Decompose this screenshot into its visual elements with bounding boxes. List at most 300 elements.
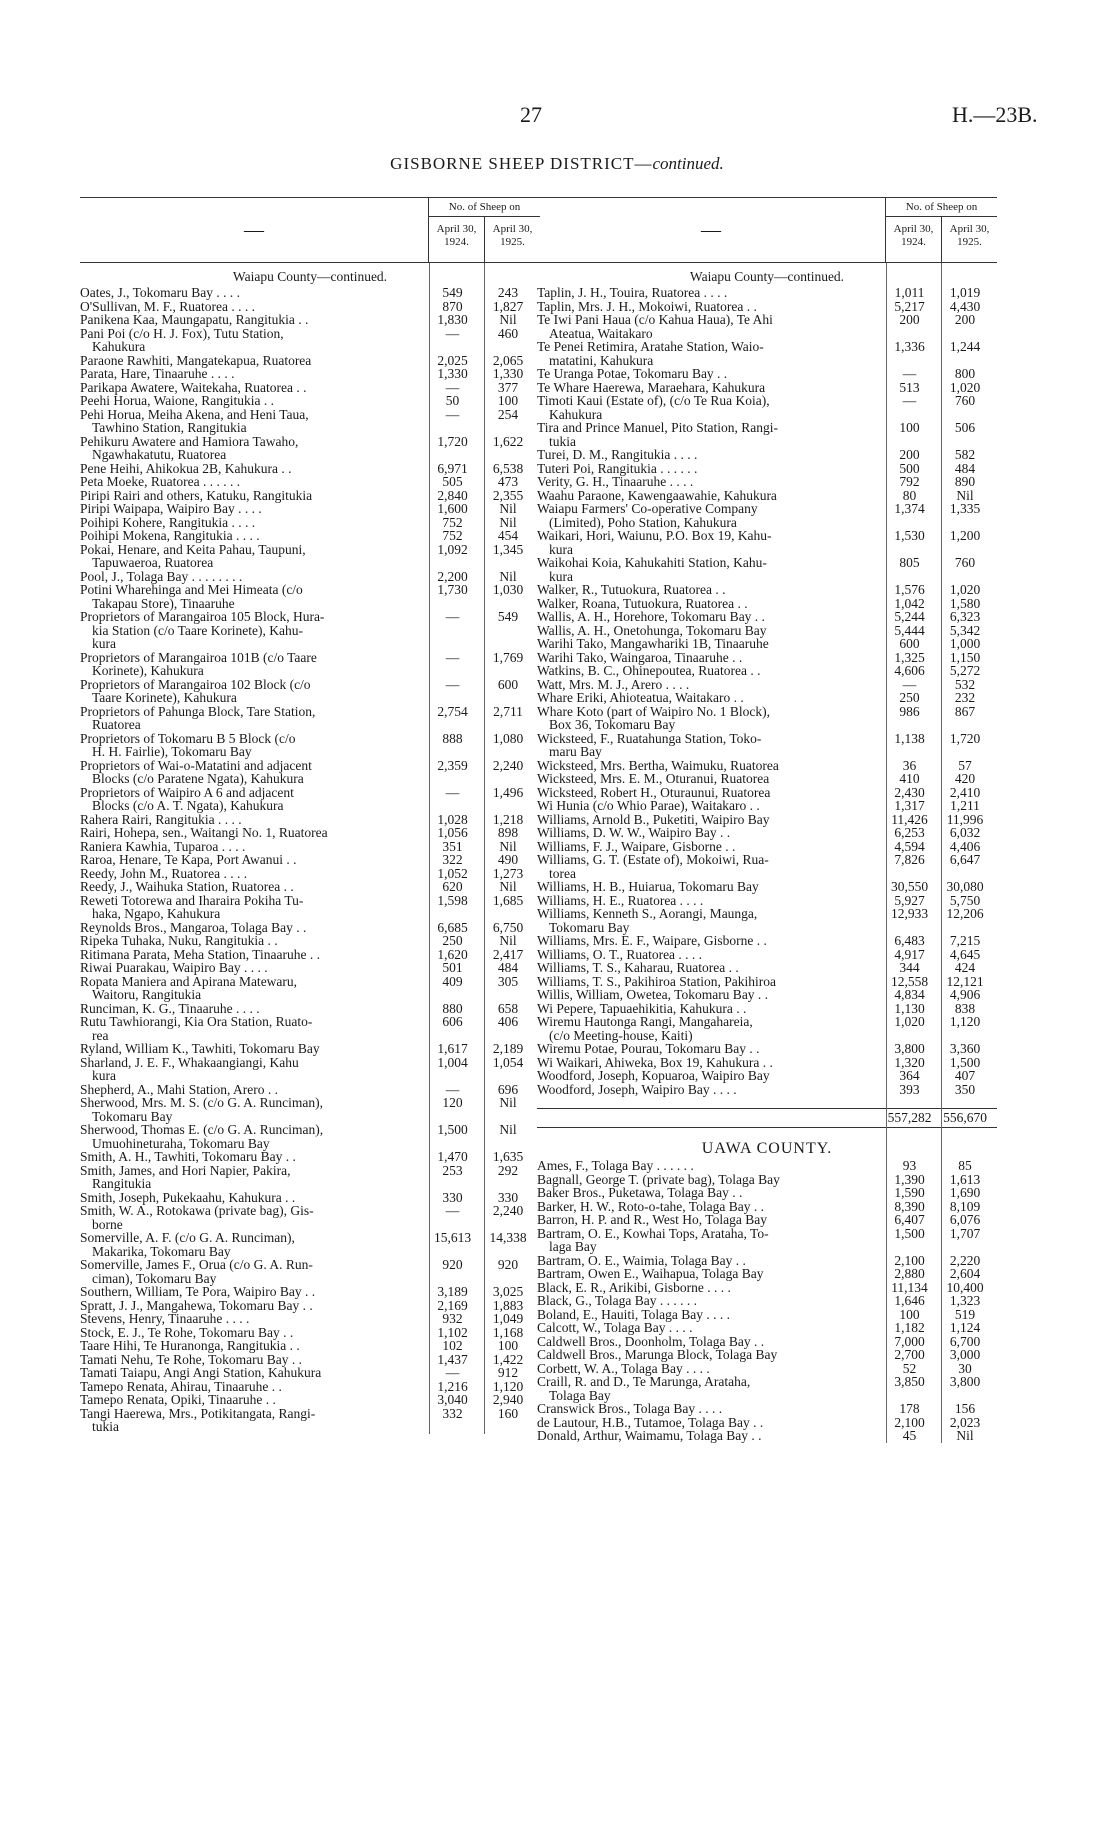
- sheep-1924: 253: [442, 1162, 463, 1178]
- row-name: Caldwell Bros., Doonholm, Tolaga Bay . .: [537, 1333, 765, 1349]
- row-name: Rutu Tawhiorangi, Kia Ora Station, Ruato- rea: [80, 1015, 425, 1042]
- sheep-1925: 3,360: [949, 1041, 981, 1056]
- sheep-1925: 1,613: [949, 1171, 981, 1187]
- row-name: Wi Waikari, Ahiweka, Box 19, Kahukura . .: [537, 1054, 773, 1070]
- sheep-1924: 1,830: [437, 312, 468, 327]
- row-name: Smith, W. A., Rotokawa (private bag), Gis- borne: [80, 1204, 425, 1231]
- sheep-1924: 1,056: [437, 825, 468, 840]
- table-row: [537, 286, 997, 300]
- sheep-1924: 1,437: [437, 1351, 468, 1367]
- row-name-continued: haka, Ngapo, Kahukura: [92, 906, 221, 921]
- sheep-1924: 1,011: [894, 285, 925, 300]
- sheep-1924: 500: [899, 460, 920, 476]
- sheep-1924: 8,390: [894, 1198, 925, 1214]
- row-name-continued: (Limited), Poho Station, Kahukura: [549, 514, 737, 530]
- sheep-1925: 1,200: [949, 528, 981, 543]
- table-row: [537, 421, 997, 448]
- row-name: Donald, Arthur, Waimamu, Tolaga Bay . .: [537, 1428, 762, 1443]
- sheep-1925: 30: [958, 1360, 972, 1376]
- sheep-1924: 505: [442, 474, 463, 489]
- sheep-1925: 330: [497, 1189, 519, 1205]
- sheep-1924: 1,130: [894, 1000, 925, 1016]
- sheep-1924: 12,558: [890, 973, 929, 989]
- row-name: Bagnall, George T. (private bag), Tolaga Bay: [537, 1171, 780, 1187]
- row-name: Tamati Taiapu, Angi Angi Station, Kahukura: [80, 1365, 322, 1380]
- sheep-1924: 920: [442, 1257, 463, 1272]
- table-row: [80, 529, 540, 543]
- row-name-continued: maru Bay: [549, 744, 602, 759]
- sheep-1925: 1,323: [949, 1293, 981, 1308]
- row-name: Piripi Rairi and others, Katuku, Rangitukia: [80, 487, 313, 503]
- sheep-1924: 1,470: [437, 1149, 468, 1164]
- sheep-1925: 1,690: [949, 1185, 981, 1200]
- sheep-1925: 5,272: [949, 663, 981, 678]
- sheep-1925: 292: [497, 1162, 519, 1178]
- table-row: [537, 394, 997, 421]
- row-name: Warihi Tako, Waingaroa, Tinaaruhe . .: [537, 649, 743, 665]
- sheep-1924: —: [902, 393, 917, 408]
- row-name: Tamati Nehu, Te Rohe, Tokomaru Bay . .: [80, 1351, 302, 1367]
- row-name: Cranswick Bros., Tolaga Bay . . . .: [537, 1401, 723, 1416]
- table-row: [537, 583, 997, 597]
- sheep-1924: 1,730: [437, 582, 468, 597]
- table-row: [80, 394, 540, 408]
- table-row: [80, 651, 540, 678]
- sheep-1924: —: [445, 1203, 460, 1218]
- row-name: Somerville, A. F. (c/o G. A. Runciman), Makarika, Tokomaru Bay: [80, 1231, 425, 1258]
- row-name-continued: H. H. Fairlie), Tokomaru Bay: [92, 744, 252, 759]
- row-name: Williams, F. J., Waipare, Gisborne . .: [537, 838, 736, 854]
- row-name: Sharland, J. E. F., Whakaangiangi, Kahu kura: [80, 1056, 425, 1083]
- sheep-1925: Nil: [499, 879, 517, 894]
- sheep-1924: 3,040: [437, 1392, 468, 1407]
- sheep-1924: 80: [902, 487, 917, 503]
- sheep-1924: 1,052: [437, 865, 468, 881]
- sheep-1925: 243: [497, 285, 519, 300]
- row-name: Rairi, Hohepa, sen., Waitangi No. 1, Ruatorea: [80, 825, 328, 840]
- table-row: [537, 813, 997, 827]
- sheep-1925: 2,355: [492, 487, 524, 503]
- sheep-1924: 410: [899, 771, 920, 786]
- sheep-1924: 15,613: [433, 1230, 472, 1245]
- sheep-1924: 805: [899, 555, 920, 570]
- sheep-1924: 1,020: [894, 1014, 925, 1029]
- sheep-1924: 1,530: [894, 528, 925, 543]
- sheep-1924: 7,000: [894, 1333, 925, 1349]
- sheep-1924: —: [445, 406, 460, 422]
- sheep-1924: 1,216: [437, 1378, 468, 1394]
- row-name-continued: Taare Korinete), Kahukura: [92, 690, 237, 705]
- table-row: [80, 1042, 540, 1056]
- table-row: [80, 853, 540, 867]
- row-name: Parikapa Awatere, Waitekaha, Ruatorea . .: [80, 379, 307, 395]
- table-row: [537, 556, 997, 583]
- sheep-1925: 1,020: [949, 582, 981, 597]
- row-name: Stevens, Henry, Tinaaruhe . . . .: [80, 1311, 250, 1326]
- table-row: [80, 1407, 540, 1434]
- sheep-1924: 2,025: [437, 352, 468, 368]
- table-row: [80, 1231, 540, 1258]
- sheep-1924: 102: [442, 1338, 463, 1353]
- row-name: Smith, James, and Hori Napier, Pakira, Rangitukia: [80, 1164, 425, 1191]
- table-row: [80, 1083, 540, 1097]
- sheep-1925: 519: [954, 1306, 976, 1322]
- table-row: [537, 1375, 997, 1402]
- table-row: [80, 1285, 540, 1299]
- sheep-1925: 377: [497, 379, 519, 395]
- sheep-1924: —: [445, 784, 460, 800]
- sheep-1925: 1,720: [949, 730, 981, 746]
- row-name: Runciman, K. G., Tinaaruhe . . . .: [80, 1000, 260, 1016]
- sheep-1925: 1,080: [492, 730, 524, 746]
- table-row: [80, 367, 540, 381]
- table-row: [80, 813, 540, 827]
- row-name: Ropata Maniera and Apirana Matewaru, Waitoru, Rangitukia: [80, 975, 425, 1002]
- table-row: [80, 934, 540, 948]
- sheep-1925: 1,120: [492, 1378, 524, 1394]
- sheep-1925: 600: [497, 676, 519, 692]
- sheep-1925: 473: [497, 474, 519, 489]
- row-name: Williams, H. E., Ruatorea . . . .: [537, 892, 704, 908]
- sheep-1924: 7,826: [894, 852, 925, 867]
- table-row: [537, 988, 997, 1002]
- row-name-continued: matatini, Kahukura: [549, 352, 654, 368]
- table-row: [537, 637, 997, 651]
- table-row: [537, 664, 997, 678]
- table-row: [80, 1312, 540, 1326]
- sheep-1925: 1,422: [492, 1351, 524, 1367]
- sheep-1925: 2,940: [492, 1392, 524, 1407]
- row-name-continued: Takapau Store), Tinaaruhe: [92, 595, 235, 611]
- sheep-1925: 3,800: [949, 1374, 981, 1389]
- row-name-continued: laga Bay: [549, 1239, 597, 1254]
- sheep-1924: 1,374: [894, 501, 925, 516]
- table-row: [537, 1321, 997, 1335]
- table-row: [80, 786, 540, 813]
- table-row: [537, 1402, 997, 1416]
- sheep-1925: Nil: [956, 487, 974, 503]
- row-name: Te Iwi Pani Haua (c/o Kahua Haua), Te Ahi Ateatua, Waitakaro: [537, 313, 882, 340]
- row-name-continued: Kahukura: [549, 406, 603, 422]
- table-row: [80, 516, 540, 530]
- sheep-1924: 120: [442, 1095, 463, 1110]
- table-row: [80, 462, 540, 476]
- sheep-1925: 1,049: [492, 1311, 524, 1326]
- table-row: [80, 610, 540, 651]
- sheep-1925: 1,211: [950, 798, 980, 813]
- sheep-1925: 12,121: [946, 973, 984, 989]
- sheep-1925: 920: [497, 1257, 519, 1272]
- row-name: Wallis, A. H., Onetohunga, Tokomaru Bay: [537, 622, 767, 638]
- table-row: [537, 1042, 997, 1056]
- row-name: Baker Bros., Puketawa, Tolaga Bay . .: [537, 1185, 743, 1200]
- table-row: [80, 435, 540, 462]
- sheep-1925: 4,406: [949, 838, 981, 854]
- sheep-1925: 2,220: [949, 1252, 981, 1268]
- sheep-1925: 1,150: [949, 649, 981, 665]
- table-row: [537, 448, 997, 462]
- title-continued: continued.: [652, 154, 724, 173]
- row-name: Wiremu Potae, Pourau, Tokomaru Bay . .: [537, 1041, 760, 1056]
- table-row: [80, 1393, 540, 1407]
- table-row: [537, 597, 997, 611]
- sheep-1924: 4,917: [894, 946, 925, 962]
- sheep-1925: 232: [954, 690, 976, 705]
- sheep-1924: 1,617: [437, 1041, 468, 1056]
- table-row: [80, 1339, 540, 1353]
- table-row: [537, 475, 997, 489]
- table-row: [537, 1069, 997, 1083]
- sheep-1925: 2,189: [492, 1041, 524, 1056]
- sheep-1924: 2,754: [437, 703, 468, 719]
- table-row: [80, 961, 540, 975]
- row-name: Reedy, John M., Ruatorea . . . .: [80, 865, 248, 881]
- row-name: Wi Hunia (c/o Whio Parae), Waitakaro . .: [537, 798, 760, 813]
- sheep-1924: 1,600: [437, 501, 468, 516]
- sheep-1924: 5,217: [894, 298, 925, 314]
- section-title: Waiapu County—continued.: [689, 269, 845, 284]
- row-name-continued: kura: [549, 568, 573, 584]
- table-row: [80, 354, 540, 368]
- row-name: Tira and Prince Manuel, Pito Station, Rangi- tukia: [537, 421, 882, 448]
- left-column: [80, 197, 540, 1434]
- table-row: [80, 502, 540, 516]
- row-name-continued: Tokomaru Bay: [549, 919, 630, 935]
- table-row: [80, 1015, 540, 1042]
- row-name-continued: Umuohineturaha, Tokomaru Bay: [92, 1135, 270, 1151]
- sheep-1924: 5,244: [894, 609, 925, 624]
- row-name: Tuteri Poi, Rangitukia . . . . . .: [537, 460, 698, 476]
- row-name: Raniera Kawhia, Tuparoa . . . .: [80, 838, 246, 854]
- sheep-1924: 932: [442, 1311, 463, 1326]
- table-row: [537, 1294, 997, 1308]
- sheep-1924: 1,500: [894, 1225, 925, 1241]
- sheep-1924: 344: [899, 960, 920, 975]
- sheep-1924: 1,646: [894, 1293, 925, 1308]
- sheep-1925: 1,500: [949, 1054, 981, 1070]
- table-row: [537, 1002, 997, 1016]
- sheep-1925: 2,065: [492, 352, 524, 368]
- sheep-1925: 1,345: [492, 541, 524, 557]
- right-column: [537, 197, 997, 1443]
- table-row: [80, 867, 540, 881]
- sheep-1924: 986: [899, 703, 920, 719]
- row-name: Walker, R., Tutuokura, Ruatorea . .: [537, 582, 726, 597]
- sheep-1924: —: [902, 676, 917, 692]
- table-row: [537, 502, 997, 529]
- table-row: [537, 1348, 997, 1362]
- sheep-1924: 393: [899, 1081, 920, 1097]
- sheep-1925: 160: [497, 1405, 519, 1421]
- table-row: [537, 624, 997, 638]
- sheep-1924: 1,330: [437, 366, 468, 381]
- year-1925-header: April 30, 1925.: [492, 223, 533, 248]
- sheep-1925: 1,054: [492, 1054, 524, 1070]
- sheep-1924: 351: [442, 838, 463, 854]
- row-name: Bartram, Owen E., Waihapua, Tolaga Bay: [537, 1266, 764, 1281]
- table-row: [80, 1150, 540, 1164]
- sheep-1924: —: [445, 379, 460, 395]
- row-name: Barker, H. W., Roto-o-tahe, Tolaga Bay . .: [537, 1198, 764, 1214]
- sheep-1924: 52: [902, 1360, 917, 1376]
- table-row: [537, 1227, 997, 1254]
- sheep-1924: 200: [899, 312, 920, 327]
- table-row: [537, 678, 997, 692]
- sheep-1925: 1,335: [949, 501, 981, 516]
- row-name: Rahera Rairi, Rangitukia . . . .: [80, 811, 242, 827]
- sheep-1925: 1,244: [949, 339, 981, 354]
- sheep-1924: 250: [442, 933, 463, 948]
- sheep-1925: 532: [954, 676, 976, 692]
- sheep-1925: 6,700: [949, 1333, 981, 1349]
- row-name: Williams, O. T., Ruatorea . . . .: [537, 946, 703, 962]
- row-name: Proprietors of Marangairoa 102 Block (c/o Taare Korinete), Kahukura: [80, 678, 425, 705]
- sheep-1925: 1,030: [492, 582, 524, 597]
- sheep-1925: 6,076: [949, 1212, 981, 1227]
- table-row: [80, 880, 540, 894]
- sheep-1925: 156: [954, 1401, 976, 1416]
- row-name-continued: rea: [92, 1027, 109, 1043]
- sheep-1924: 322: [442, 852, 463, 867]
- row-name: Williams, G. T. (Estate of), Mokoiwi, Rua- torea: [537, 853, 882, 880]
- sheep-1925: 2,711: [493, 703, 523, 719]
- sheep-1924: 30,550: [890, 879, 929, 894]
- table-row: [80, 1258, 540, 1285]
- sheep-1924: 620: [442, 879, 463, 894]
- table-row: [537, 529, 997, 556]
- sheep-1925: 2,240: [492, 1203, 524, 1218]
- sheep-1925: Nil: [499, 501, 517, 516]
- sheep-1925: 1,580: [949, 595, 981, 611]
- sheep-1925: 1,019: [949, 285, 981, 300]
- row-name: Williams, Arnold B., Puketiti, Waipiro Bay: [537, 811, 770, 827]
- table-row: [537, 853, 997, 880]
- sheep-1925: 4,430: [949, 298, 981, 314]
- total-row: [537, 1108, 997, 1128]
- sheep-1925: 14,338: [489, 1230, 527, 1245]
- table-row: [537, 840, 997, 854]
- sheep-1924: 1,576: [894, 582, 925, 597]
- row-name-continued: Makarika, Tokomaru Bay: [92, 1243, 231, 1259]
- table-row: [80, 732, 540, 759]
- row-list: [537, 286, 997, 1096]
- row-name: Waiapu Farmers' Co-operative Company (Limited), Poho Station, Kahukura: [537, 502, 882, 529]
- row-name: Shepherd, A., Mahi Station, Arero . .: [80, 1081, 278, 1097]
- sheep-1924: 5,444: [894, 622, 925, 638]
- sheep-1925: 2,604: [949, 1266, 981, 1281]
- sheep-1924: 2,200: [437, 568, 468, 584]
- row-name: Pehikuru Awatere and Hamiora Tawaho, Ngawhakatutu, Ruatorea: [80, 435, 425, 462]
- sheep-1924: 3,800: [894, 1041, 925, 1056]
- sheep-1924: —: [445, 1365, 460, 1380]
- table-row: [80, 826, 540, 840]
- sheep-1925: 582: [954, 447, 976, 462]
- sheep-1925: 1,273: [492, 865, 524, 881]
- document-code: H.—23B.: [952, 102, 1038, 127]
- row-name: Reedy, J., Waihuka Station, Ruatorea . .: [80, 879, 294, 894]
- sheep-1925: 2,023: [949, 1414, 981, 1430]
- table-row: [537, 691, 997, 705]
- row-name-continued: (c/o Meeting-house, Kaiti): [549, 1027, 693, 1043]
- sheep-1924: 1,182: [894, 1320, 925, 1335]
- sheep-1924: 2,100: [894, 1414, 925, 1430]
- sheep-1925: 490: [497, 852, 519, 867]
- sheep-1924: 12,933: [890, 906, 929, 921]
- row-name: Proprietors of Marangairoa 101B (c/o Taare Korinete), Kahukura: [80, 651, 425, 678]
- sheep-1925: 1,120: [949, 1014, 981, 1029]
- row-name: Williams, H. B., Huiarua, Tokomaru Bay: [537, 879, 759, 894]
- sheep-1925: 4,645: [949, 946, 981, 962]
- table-row: [537, 826, 997, 840]
- row-name: Tangi Haerewa, Mrs., Potikitangata, Rangi- tukia: [80, 1407, 425, 1434]
- year-1925-header: April 30, 1925.: [949, 223, 990, 248]
- row-name: Wi Pepere, Tapuaehikitia, Kahukura . .: [537, 1000, 747, 1016]
- row-name: Wiremu Hautonga Rangi, Mangahareia, (c/o Meeting-house, Kaiti): [537, 1015, 882, 1042]
- table-row: [537, 1173, 997, 1187]
- table-row: [80, 1353, 540, 1367]
- sheep-1924: 6,407: [894, 1212, 925, 1227]
- sheep-1925: 696: [497, 1081, 519, 1097]
- row-name: Waikari, Hori, Waiunu, P.O. Box 19, Kahu- kura: [537, 529, 882, 556]
- row-name: Craill, R. and D., Te Marunga, Arataha, Tolaga Bay: [537, 1375, 882, 1402]
- sheep-1925: 549: [497, 609, 519, 624]
- table-row: [80, 408, 540, 435]
- row-name: Peta Moeke, Ruatorea . . . . . .: [80, 474, 241, 489]
- row-name: Paraone Rawhiti, Mangatekapua, Ruatorea: [80, 352, 312, 368]
- sheep-1925: 460: [497, 325, 519, 341]
- sheep-1924: 6,971: [437, 460, 468, 476]
- row-name: Wicksteed, F., Ruatahunga Station, Toko- maru Bay: [537, 732, 882, 759]
- table-row: [80, 489, 540, 503]
- table-row: [537, 948, 997, 962]
- row-name: Bartram, O. E., Kowhai Tops, Arataha, To- laga Bay: [537, 1227, 882, 1254]
- row-name: Piripi Waipapa, Waipiro Bay . . . .: [80, 501, 262, 516]
- sheep-1924: 2,700: [894, 1347, 925, 1362]
- sheep-1924: 1,042: [894, 595, 925, 611]
- row-name-continued: Box 36, Tokomaru Bay: [549, 717, 676, 732]
- sheep-1924: 2,169: [437, 1297, 468, 1313]
- year-1924-header: April 30, 1924.: [429, 217, 485, 262]
- sheep-1924: 792: [899, 474, 920, 489]
- table-row: [80, 381, 540, 395]
- sheep-1924: 4,834: [894, 987, 925, 1002]
- sheep-1924: 1,317: [894, 798, 925, 813]
- row-name-continued: Blocks (c/o A. T. Ngata), Kahukura: [92, 798, 284, 813]
- sheep-1924: 1,336: [894, 339, 925, 354]
- sheep-1925: 6,323: [949, 609, 981, 624]
- row-name-continued: kura: [92, 1068, 116, 1083]
- row-name: Proprietors of Tokomaru B 5 Block (c/o H. H. Fairlie), Tokomaru Bay: [80, 732, 425, 759]
- row-name: Verity, G. H., Tinaaruhe . . . .: [537, 474, 694, 489]
- sheep-1925: 1,883: [492, 1297, 524, 1313]
- row-name: Wallis, A. H., Horehore, Tokomaru Bay . .: [537, 609, 765, 624]
- sheep-1925: 1,000: [949, 636, 981, 651]
- table-row: [80, 1204, 540, 1231]
- table-row: [80, 583, 540, 610]
- sheep-1925: 30,080: [946, 879, 984, 894]
- sheep-1925: 424: [954, 960, 976, 975]
- sheep-1924: 1,620: [437, 946, 468, 962]
- sheep-1925: 800: [954, 366, 976, 381]
- row-name: Woodford, Joseph, Kopuaroa, Waipiro Bay: [537, 1068, 770, 1083]
- row-name: Sherwood, Mrs. M. S. (c/o G. A. Runciman), Tokomaru Bay: [80, 1096, 425, 1123]
- sheep-1925: 760: [954, 393, 976, 408]
- sheep-1924: 2,430: [894, 784, 925, 800]
- table-row: [80, 759, 540, 786]
- sheep-1925: 867: [954, 703, 976, 719]
- row-name: Pokai, Henare, and Keita Pahau, Taupuni, Tapuwaeroa, Ruatorea: [80, 543, 425, 570]
- sheep-1924: 250: [899, 690, 920, 705]
